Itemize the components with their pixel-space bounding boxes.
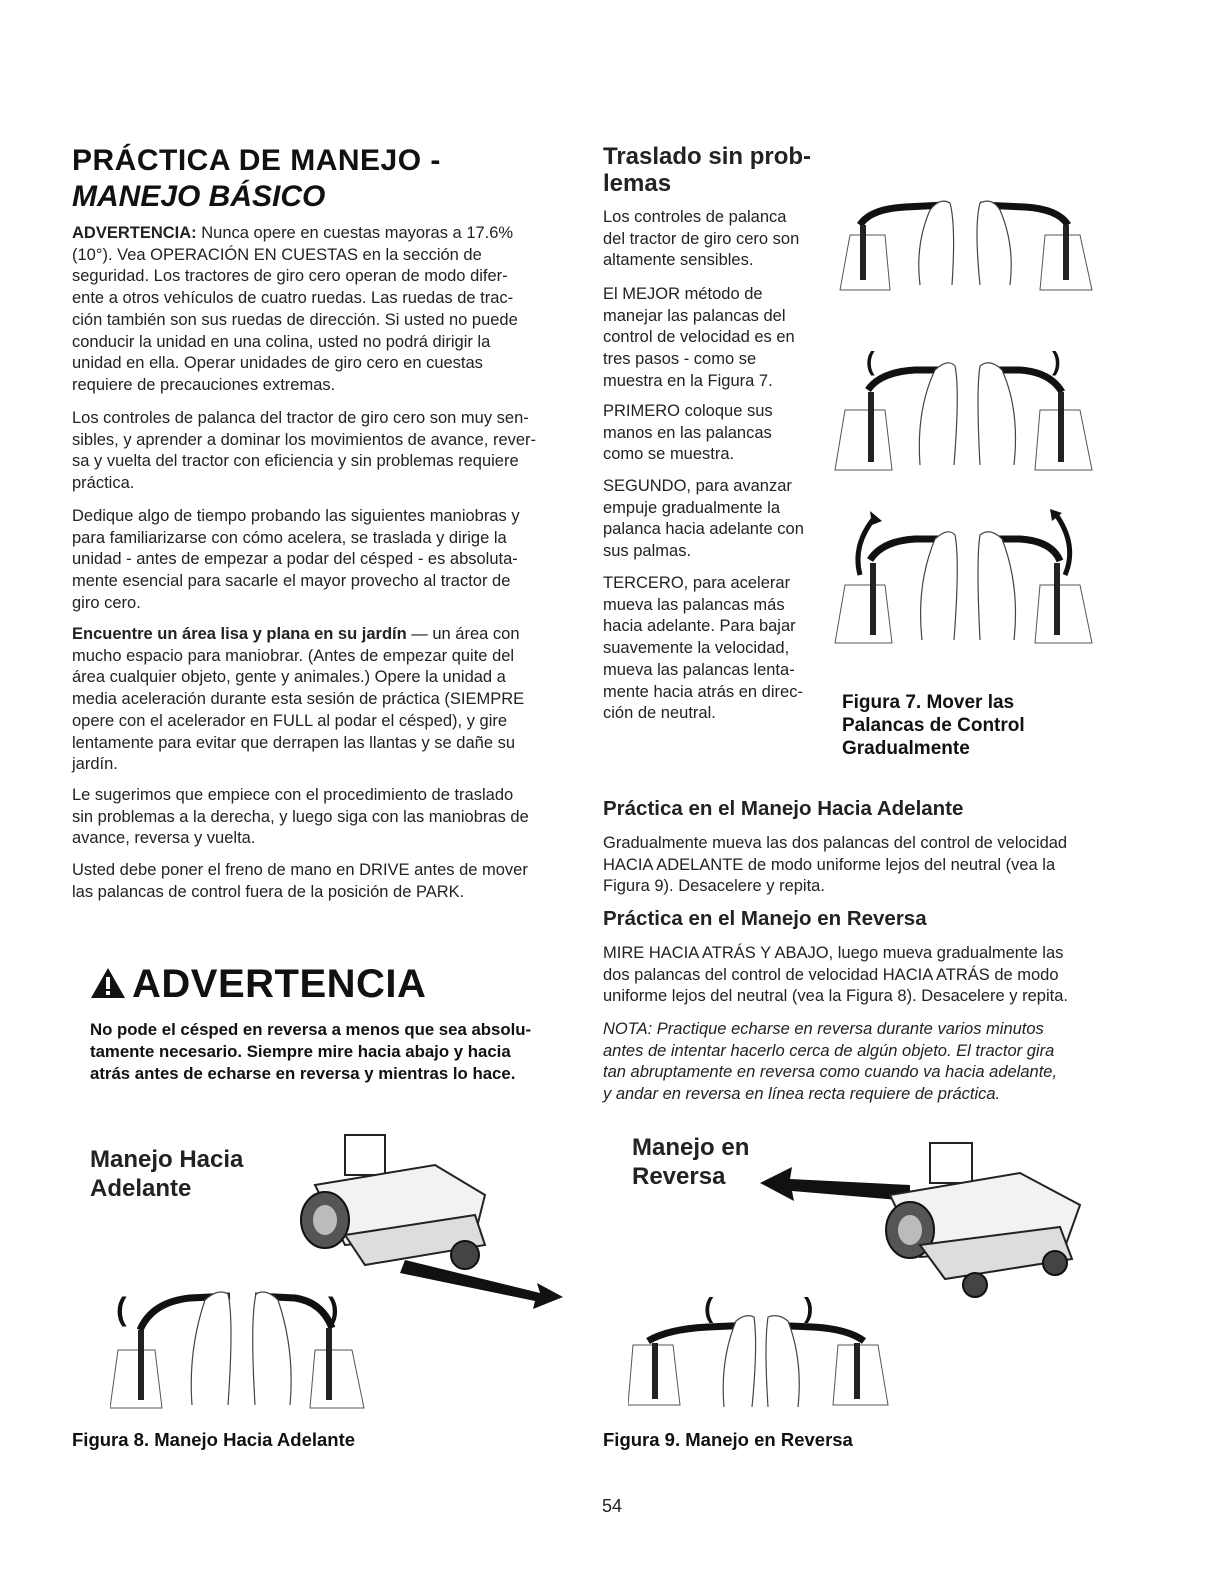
figure-8-label: Manejo Hacia Adelante: [90, 1146, 244, 1202]
right-paragraph-third: TERCERO, para acelerar mueva las palancas más hacia adelante. Para bajar suavemente la velocidad, mueva las palancas lenta- mente hacia atrás en direc- ción de neutral.: [603, 574, 803, 723]
reverse-practice-text: MIRE HACIA ATRÁS Y ABAJO, luego mueva gradualmente las dos palancas del control de velocidad HACIA ATRÁS de modo uniforme lejos del neutral (vea la Figura 8). Desacelere y repita.: [603, 944, 1068, 1006]
right-paragraph-first: PRIMERO coloque sus manos en las palancas como se muestra.: [603, 402, 773, 464]
intro-paragraph: ADVERTENCIA: Nunca opere en cuestas mayoras a 17.6% (10°). Vea OPERACIÓN EN CUESTAS en la sección de seguridad. Los tractores de giro cero operan de modo difer- ente a otros vehículos de cuatro ruedas. Las ruedas de trac- ción también son sus ruedas de dirección. Si usted no puede conducir la unidad en una colina, usted no podrá dirigir la unidad en ella. Operar unidades de giro cero en cuestas requiere de precauciones extremas.: [72, 224, 518, 394]
right-paragraph-1: Los controles de palanca del tractor de giro cero son altamente sensibles.: [603, 208, 800, 270]
lever-hands-illustration-push: [830, 340, 1100, 475]
page-number: 54: [601, 1496, 623, 1516]
paragraph-flat-area: Encuentre un área lisa y plana en su jardín — un área con mucho espacio para maniobrar. (Antes de empezar quite del área cualquier objeto, gente y animales.) Opere la unidad a media aceleración durante esta sesión de práctica (SIEMPRE opere con el acelerador en FULL al podar el césped), y gire lentamente para evitar que derrapen las llantas y se dañe su jardín.: [72, 625, 525, 774]
forward-practice-heading: Práctica en el Manejo Hacia Adelante: [603, 797, 964, 820]
section-subtitle: MANEJO BÁSICO: [72, 180, 326, 213]
lever-hands-illustration-forward: [110, 1270, 370, 1410]
note-text: NOTA: Practique echarse en reversa durante varios minutos antes de intentar hacerlo cerca de algún objeto. El tractor gira tan abruptamente en reversa como cuando va hacia adelante, y andar en reversa en línea recta requiere de práctica.: [603, 1020, 1058, 1104]
reverse-practice-heading: Práctica en el Manejo en Reversa: [603, 907, 927, 930]
svg-text:(: (: [704, 1292, 714, 1323]
svg-text:): ): [328, 1291, 339, 1327]
warning-title: ADVERTENCIA: [132, 962, 427, 1006]
smooth-transfer-heading: Traslado sin prob- lemas: [603, 143, 812, 197]
paragraph-controls: Los controles de palanca del tractor de giro cero son muy sen- sibles, y aprender a dominar los movimientos de avance, rever- sa y vuelta del tractor con eficiencia y sin problemas requiere práctica.: [72, 409, 537, 493]
mower-reverse-illustration: [760, 1135, 1100, 1310]
figure-8-caption: Figura 8. Manejo Hacia Adelante: [72, 1429, 356, 1450]
paragraph-suggest: Le sugerimos que empiece con el procedimiento de traslado sin problemas a la derecha, y luego siga con las maniobras de avance, reversa y vuelta.: [72, 786, 529, 848]
figure-9-label: Manejo en Reversa: [632, 1134, 750, 1190]
section-title: PRÁCTICA DE MANEJO -: [72, 144, 441, 177]
svg-text:(: (: [866, 346, 875, 376]
figure-9-caption: Figura 9. Manejo en Reversa: [603, 1429, 853, 1450]
figure-7-caption: Figura 7. Mover las Palancas de Control Gradualmente: [842, 692, 1025, 759]
svg-text:(: (: [116, 1291, 127, 1327]
warning-lead: ADVERTENCIA:: [72, 224, 197, 242]
lever-hands-illustration-reverse: [628, 1285, 890, 1410]
lever-hands-illustration-accelerate: [830, 505, 1100, 645]
right-paragraph-2: El MEJOR método de manejar las palancas del control de velocidad es en tres pasos - como se muestra en la Figura 7.: [603, 285, 795, 390]
forward-practice-text: Gradualmente mueva las dos palancas del control de velocidad HACIA ADELANTE de modo uniforme lejos del neutral (vea la Figura 9). Desacelere y repita.: [603, 834, 1068, 896]
svg-text:): ): [1052, 346, 1061, 376]
right-paragraph-second: SEGUNDO, para avanzar empuje gradualmente la palanca hacia adelante con sus palmas.: [603, 477, 804, 561]
paragraph-brake: Usted debe poner el freno de mano en DRIVE antes de mover las palancas de control fuera de la posición de PARK.: [72, 861, 528, 901]
warning-triangle-icon: [90, 967, 126, 999]
warning-text: No pode el césped en reversa a menos que sea absolu- tamente necesario. Siempre mire hacia abajo y hacia atrás antes de echarse en reversa y mientras lo hace.: [90, 1020, 532, 1083]
paragraph-practice: Dedique algo de tiempo probando las siguientes maniobras y para familiarizarse con cómo acelera, se traslada y dirige la unidad - antes de empezar a podar del césped - es absoluta- mente esencial para sacarle el mayor provecho al tractor de giro cero.: [72, 507, 520, 612]
svg-text:): ): [804, 1292, 814, 1323]
lever-hands-illustration-neutral: [830, 195, 1100, 295]
